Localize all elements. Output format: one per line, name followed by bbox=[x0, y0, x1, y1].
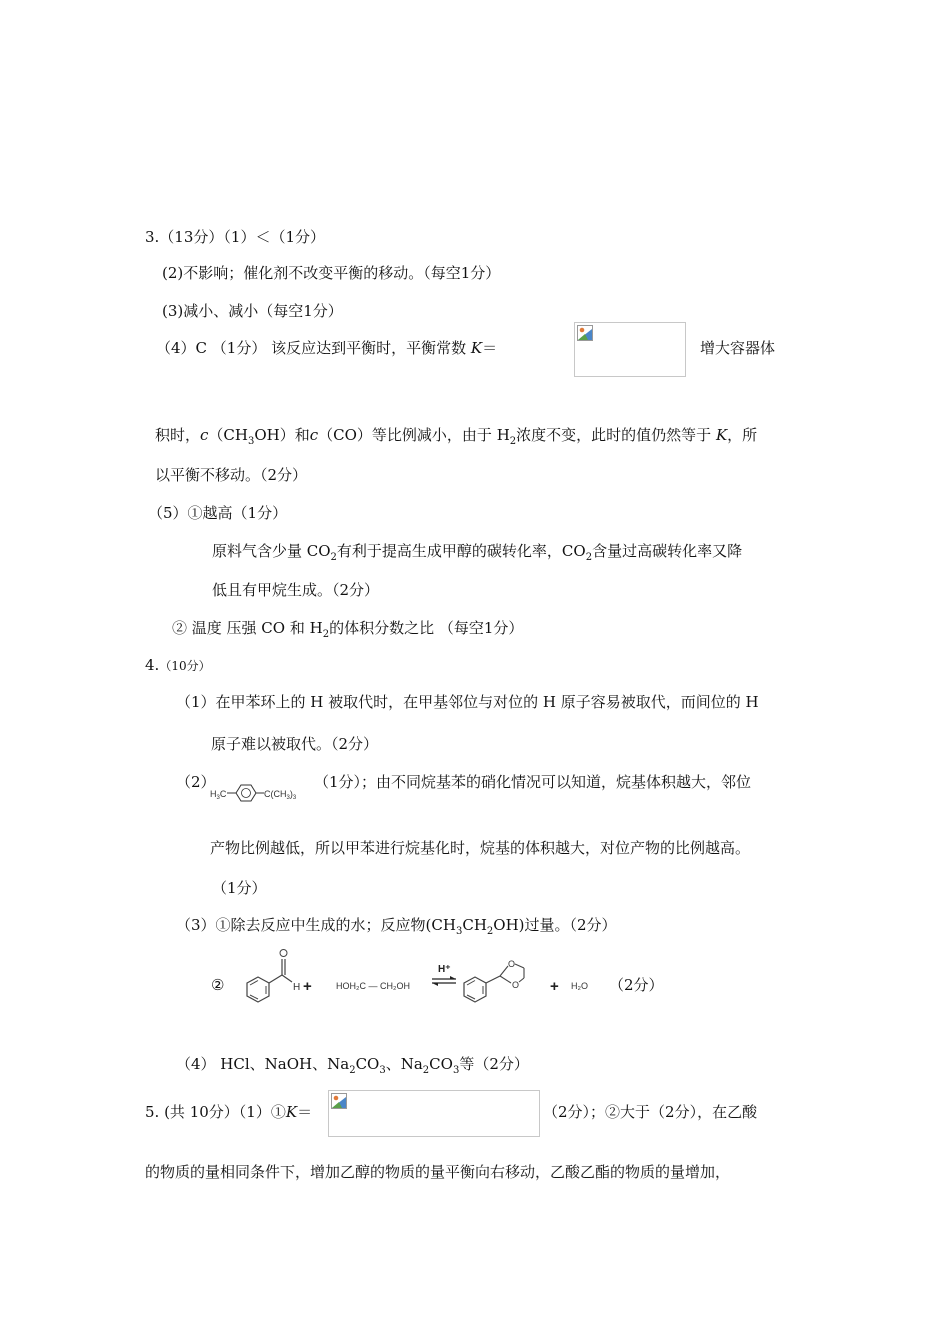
svg-text:O: O bbox=[512, 980, 520, 990]
svg-text:H3C: $H_3C$ bbox=[210, 789, 227, 801]
q3-part5-line4: ② 温度 压强 CO 和 $H_2$的体积分数之比 （每空1分） bbox=[172, 619, 524, 640]
q4-heading: 4.（10分） bbox=[145, 656, 211, 674]
q5-line1: 5. (共 10分）（1）①K＝ bbox=[145, 1103, 313, 1121]
q4-part3-points: （2分） bbox=[609, 976, 664, 994]
broken-image-icon bbox=[331, 1093, 347, 1109]
q4-part2-line1: （1分）；由不同烷基苯的硝化情况可以知道，烷基体积越大，邻位 bbox=[314, 773, 752, 791]
equilibrium-expression-image-placeholder bbox=[328, 1090, 540, 1137]
q4-part2-label: （2） bbox=[176, 773, 216, 791]
q4-part3-circle2: ② bbox=[211, 976, 225, 994]
acetal-reaction-scheme bbox=[232, 945, 597, 1020]
q3-part4-line3: 以平衡不移动。（2分） bbox=[155, 466, 308, 484]
q4-part2-line2: 产物比例越低，所以甲苯进行烷基化时，烷基的体积越大，对位产物的比例越高。 bbox=[210, 839, 751, 857]
svg-text:H: H bbox=[293, 982, 301, 993]
q3-part4-line1: （4）C （1分） 该反应达到平衡时，平衡常数 K＝ bbox=[156, 339, 498, 357]
q3-part5-line2: 原料气含少量 $CO_2$有利于提高生成甲醇的碳转化率，$CO_2$含量过高碳转化率又降 bbox=[212, 542, 743, 563]
q3-part4-line2: 积时，$c(CH_3OH)$和c（CO）等比例减小，由于 $H_2$浓度不变，此时的值仍然等于 K，所 bbox=[155, 426, 758, 447]
svg-text:O: O bbox=[508, 959, 516, 969]
svg-text:H⁺: H⁺ bbox=[438, 964, 451, 975]
q4-part3-line1: （3）①除去反应中生成的水；反应物$(CH_3CH_2OH)$过量。（2分） bbox=[176, 916, 617, 937]
q3-heading: 3.（13分）（1）＜（1分） bbox=[145, 228, 325, 246]
svg-text:HOH₂C — CH₂OH: HOH₂C — CH₂OH bbox=[336, 981, 410, 991]
broken-image-icon bbox=[577, 325, 593, 341]
q3-part5-line3: 低且有甲烷生成。（2分） bbox=[212, 581, 380, 599]
q5-line2: 的物质的量相同条件下，增加乙醇的物质的量平衡向右移动，乙酸乙酯的物质的量增加， bbox=[145, 1163, 731, 1181]
q5-line1-tail: （2分）；②大于（2分），在乙酸 bbox=[543, 1103, 758, 1121]
svg-text:C(CH3)3: $C(CH_3)_3$ bbox=[264, 789, 297, 801]
svg-text:H₂O: H₂O bbox=[571, 981, 588, 991]
equilibrium-constant-image-placeholder bbox=[574, 322, 686, 377]
svg-text:+: + bbox=[550, 978, 559, 995]
q4-part1-line1: （1）在甲苯环上的 H 被取代时，在甲基邻位与对位的 H 原子容易被取代，而间位的 H bbox=[176, 693, 759, 711]
q3-part5-line1: （5）①越高（1分） bbox=[148, 504, 288, 522]
q4-part4: （4） HCl、NaOH、$Na_2CO_3$、$Na_2CO_3$等（2分） bbox=[176, 1055, 529, 1076]
q3-part4-line1-tail: 增大容器体 bbox=[700, 339, 776, 357]
q3-part2: (2)不影响；催化剂不改变平衡的移动。（每空1分） bbox=[162, 264, 501, 282]
q4-part1-line2: 原子难以被取代。（2分） bbox=[211, 735, 379, 753]
tert-butyl-toluene-structure bbox=[210, 778, 310, 806]
svg-text:+: + bbox=[303, 978, 312, 995]
q3-part3: (3)减小、减小（每空1分） bbox=[162, 302, 343, 320]
q4-part2-line3: （1分） bbox=[212, 879, 267, 897]
